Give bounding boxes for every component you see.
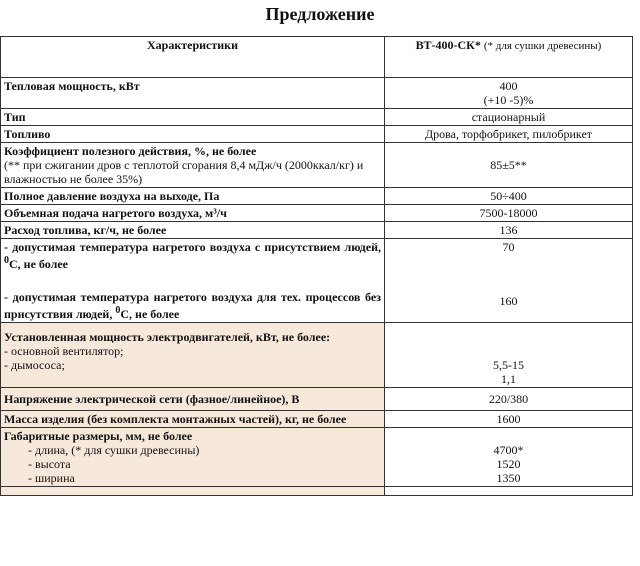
table-row: [1, 411, 633, 428]
model-note: (* для сушки древесины): [483, 40, 602, 52]
table-row: [1, 222, 633, 239]
row-label: [1, 428, 385, 487]
table-row: [1, 239, 633, 323]
table-row: [1, 205, 633, 222]
row-label-note: (** при сжигании дров с теплотой сгорания 8,4 мДж/ч (2000ккал/кг) и влажностью не более 35%): [4, 158, 364, 186]
dimensions-item: - длина, (* для сушки древесины): [28, 443, 200, 457]
row-value: [385, 428, 633, 487]
row-value: 136: [385, 222, 633, 239]
table-row-cut: [1, 487, 633, 496]
temp-people-value: 70: [502, 240, 515, 254]
header-characteristics: Характеристики: [1, 37, 385, 78]
row-label: Напряжение электрической сети (фазное/линейное), В: [1, 388, 385, 411]
row-value: 7500-18000: [385, 205, 633, 222]
power-item: - дымососа;: [4, 358, 65, 372]
temp-process-value: 160: [499, 294, 518, 308]
value-line: 1,1: [501, 372, 516, 386]
row-value: [385, 323, 633, 388]
temp-people-label: - допустимая температура нагретого воздуха с присутствием людей, $^0$С, не более: [4, 240, 381, 271]
row-value: [385, 239, 633, 323]
table-row: [1, 323, 633, 388]
row-label: Топливо: [1, 126, 385, 143]
row-label: [1, 239, 385, 323]
header-model: [385, 37, 633, 78]
row-label: Объемная подача нагретого воздуха, м³/ч: [1, 205, 385, 222]
row-value: 220/380: [385, 388, 633, 411]
power-label: Установленная мощность электродвигателей, кВт, не более:: [4, 330, 331, 344]
row-label: [1, 143, 385, 188]
dimensions-label: Габаритные размеры, мм, не более: [4, 429, 193, 443]
value-line: 400: [499, 79, 518, 93]
value-line: 1520: [496, 457, 521, 471]
row-value: стационарный: [385, 109, 633, 126]
table-row: [1, 126, 633, 143]
value-line: 1350: [496, 471, 521, 485]
row-label: Тип: [1, 109, 385, 126]
value-line: 4700*: [493, 443, 524, 457]
row-value: Дрова, торфобрикет, пилобрикет: [385, 126, 633, 143]
page-title: Предложение: [265, 4, 375, 24]
table-row: [1, 143, 633, 188]
row-label: Полное давление воздуха на выходе, Па: [1, 188, 385, 205]
row-label: Масса изделия (без комплекта монтажных частей), кг, не более: [1, 411, 385, 428]
power-item: - основной вентилятор;: [4, 344, 124, 358]
table-header-row: [1, 37, 633, 78]
row-label: Расход топлива, кг/ч, не более: [1, 222, 385, 239]
value-line: (+10 -5)%: [483, 93, 534, 107]
temp-process-label: - допустимая температура нагретого воздуха для тех. процессов без присутствия людей, $^0$С, не более: [4, 290, 381, 321]
row-value: 1600: [385, 411, 633, 428]
row-value: 85±5**: [385, 143, 633, 188]
dimensions-item: - высота: [28, 457, 71, 471]
table-row: [1, 109, 633, 126]
row-value: 50÷400: [385, 188, 633, 205]
spec-table: [0, 36, 633, 496]
table-row: [1, 78, 633, 109]
row-value: [385, 78, 633, 109]
value-line: 5,5-15: [493, 358, 524, 372]
model-name: ВТ-400-СК*: [415, 38, 481, 52]
row-label-main: Коэффициент полезного действия, %, не более: [4, 144, 257, 158]
table-row: [1, 428, 633, 487]
dimensions-item: - ширина: [28, 471, 75, 485]
table-row: [1, 388, 633, 411]
row-label: [1, 323, 385, 388]
row-label: Тепловая мощность, кВт: [1, 78, 385, 109]
table-row: [1, 188, 633, 205]
